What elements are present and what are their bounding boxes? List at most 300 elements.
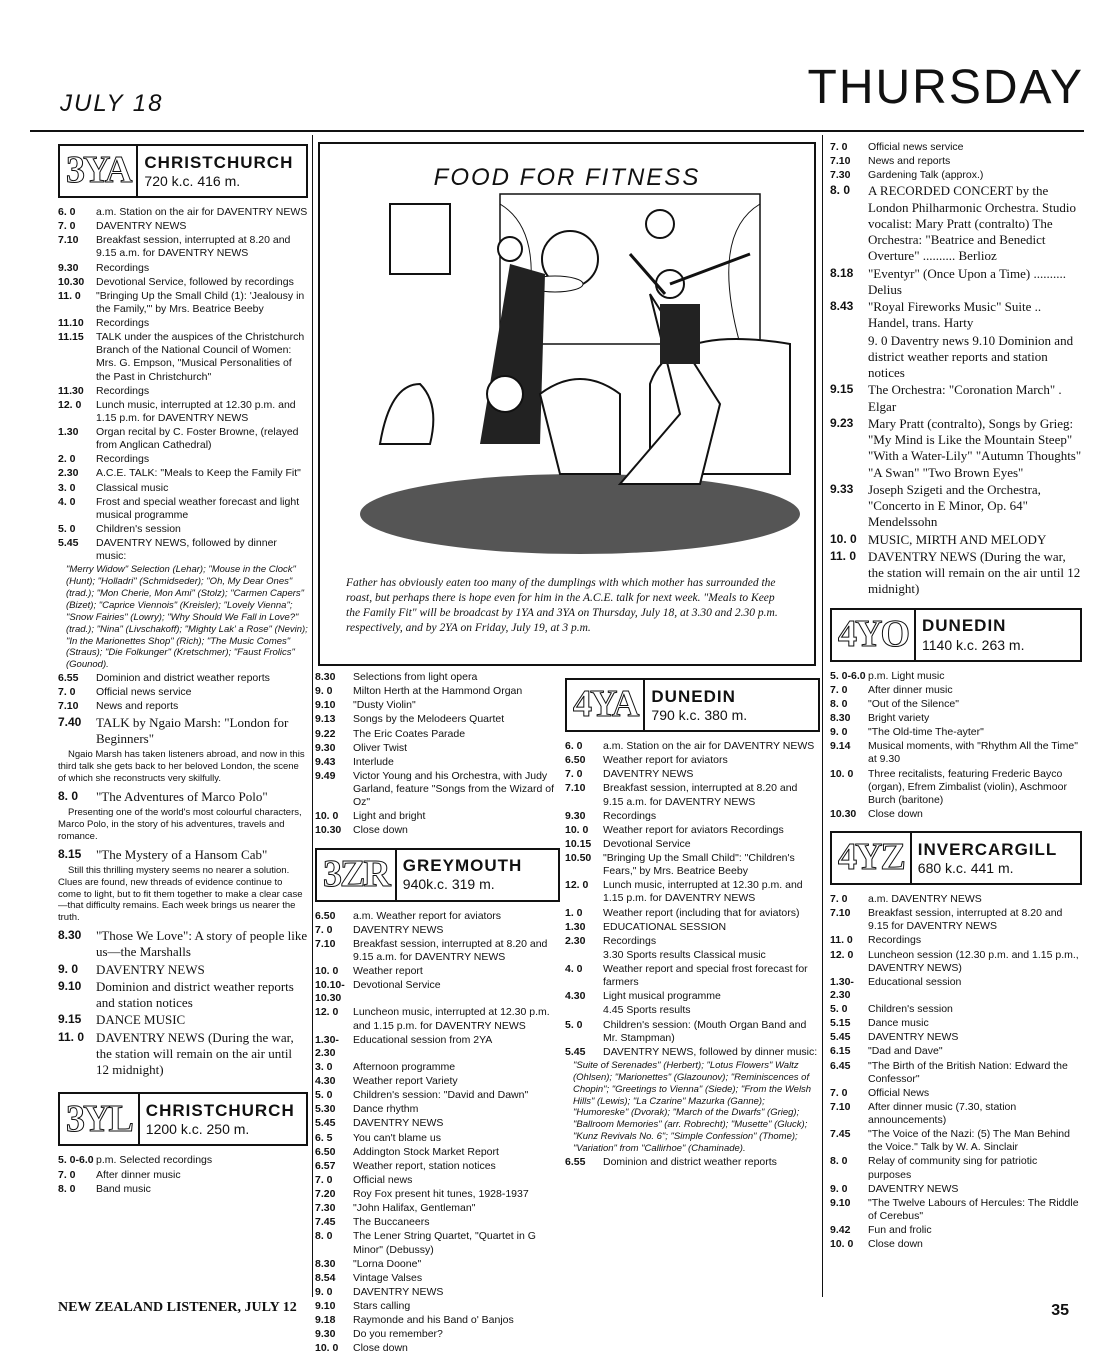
program-title: "Royal Fireworks Music" Suite .. Handel, trans. Harty (868, 299, 1042, 331)
program-title: Children's session: (Mouth Organ Band and Mr. Stampman) (603, 1018, 807, 1044)
program-title: DAVENTRY NEWS (868, 1031, 959, 1044)
program-time: 9.23 (830, 415, 854, 430)
program-title: Dance rhythm (353, 1103, 419, 1116)
program-entry (830, 299, 1082, 332)
program-title: DAVENTRY NEWS, followed by dinner music: (96, 537, 277, 563)
program-time: 8.54 (315, 1271, 336, 1284)
program-title: "Those We Love": A story of people like us—the Marshalls (96, 928, 308, 960)
program-entry (58, 1154, 308, 1167)
program-title: A RECORDED CONCERT by the London Philharmonic Orchestra. Studio vocalist: Mary Pratt (contralto) The Orchestra: "Beatrice and Benedict Overture" .......... Berlioz (868, 183, 1076, 264)
program-title: Organ recital by C. Foster Browne, (relayed from Anglican Cathedral) (96, 426, 299, 452)
program-entry (830, 1101, 1082, 1127)
program-title: Close down (353, 824, 408, 837)
program-entry (58, 453, 308, 466)
footer-publication: NEW ZEALAND LISTENER, JULY 12 (58, 1300, 297, 1315)
program-title: "The Old-time The-ayter" (868, 726, 984, 739)
program-title: p.m. Light music (868, 669, 945, 682)
column-divider (312, 135, 313, 1297)
program-list (565, 1156, 820, 1169)
program-title: The Orchestra: "Coronation March" . Elgar (868, 382, 1062, 414)
program-title: DAVENTRY NEWS (During the war, the station will remain on the air until 12 midnight) (96, 1029, 294, 1078)
program-time: 8.30 (315, 1257, 336, 1270)
station-header-3yl (58, 1092, 308, 1146)
program-time: 7.40 (58, 714, 82, 729)
program-title: DAVENTRY NEWS (353, 923, 444, 936)
program-title: DAVENTRY NEWS, followed by dinner music: (603, 1045, 818, 1058)
program-title: DAVENTRY NEWS (353, 1285, 444, 1298)
program-entry (315, 979, 560, 1005)
cartoon-drawing (320, 144, 814, 564)
program-time: 10. 0 (315, 810, 339, 823)
station-logo: 4YA (567, 680, 645, 730)
program-title: Recordings (868, 934, 922, 947)
program-time: 7.30 (315, 1202, 336, 1215)
program-time: 9.15 (830, 382, 854, 397)
program-title: a.m. Station on the air for DAVENTRY NEWS (96, 206, 308, 218)
program-blurb: Ngaio Marsh has taken listeners abroad, and now in this third talk she gets back to her beloved London, the scene of which she reconstructs very skilfully. (58, 749, 305, 784)
program-title: Dance music (868, 1017, 929, 1030)
program-time: 9.15 (58, 1012, 82, 1027)
program-entry (565, 740, 820, 753)
program-time: 5. 0 (830, 1003, 848, 1015)
program-title: Devotional Service, followed by recordings (96, 275, 294, 288)
program-time: 10.10-10.30 (315, 979, 345, 1005)
program-title: a.m. Station on the air for DAVENTRY NEWS (603, 740, 815, 752)
program-time: 1. 0 (565, 906, 583, 919)
program-title: Devotional Service (603, 837, 691, 850)
station-frequency: 680 k.c. 441 m. (917, 859, 1014, 876)
program-list (315, 910, 560, 1356)
program-title: Band music (96, 1182, 151, 1195)
station-name: CHRISTCHURCH (145, 1101, 295, 1120)
program-entry (58, 206, 308, 219)
program-title: Children's session: "David and Dawn" (353, 1089, 529, 1102)
program-entry (830, 1238, 1082, 1251)
program-title: p.m. Selected recordings (96, 1154, 213, 1167)
program-entry (565, 852, 820, 878)
program-title: a.m. DAVENTRY NEWS (868, 893, 982, 905)
program-time: 7. 0 (58, 220, 76, 233)
program-title: Lunch music, interrupted at 12.30 p.m. and 1.15 p.m. for DAVENTRY NEWS (603, 879, 803, 905)
program-title: Fun and frolic (868, 1224, 932, 1236)
program-title: Frost and special weather forecast and light musical programme (96, 495, 300, 521)
program-time: 5.45 (58, 537, 79, 549)
program-title: 4.45 Sports results (603, 1004, 691, 1017)
program-time: 10. 0 (830, 1238, 854, 1251)
program-time: 3. 0 (315, 1060, 333, 1073)
program-title: The Lener String Quartet, "Quartet in G Minor" (Debussy) (353, 1230, 536, 1256)
program-entry (830, 1017, 1082, 1030)
program-entry (315, 756, 560, 769)
program-entry (58, 789, 308, 805)
program-list (315, 671, 560, 838)
program-entry (315, 1132, 560, 1145)
program-title: Educational session from 2YA (353, 1033, 493, 1046)
program-title: Lunch music, interrupted at 12.30 p.m. and 1.15 p.m. for DAVENTRY NEWS (96, 398, 296, 424)
program-title: "Bringing Up the Small Child (1): 'Jealousy in the Family,'" by Mrs. Beatrice Beeby (96, 289, 305, 315)
program-title: Do you remember? (353, 1328, 443, 1341)
program-entry (315, 1272, 560, 1285)
header-rule (30, 130, 1084, 132)
dinner-music-list: "Suite of Serenades" (Herbert); "Lotus Flowers" Waltz (Ohlsen); "Marionettes" (Glazounov); "Reminiscences of Chopin"; "Greetings to Vienna" (Siede); "From the Welsh Hills" (Lewis); "La Czarine" Mazurka (Ganne); "Humoreske" (Dvorak); "March of the Dwarfs" (Grieg); "Ballroom Memories" (arr. Robrecht); "Musette" (Gluck); "Kunz Revivals No. 6"; "Simple Confession" (Thome); "Variation" from "Callirhoe" (Chaminade). (573, 1059, 812, 1154)
program-entry (58, 496, 308, 522)
program-time: 1.30-2.30 (830, 975, 854, 1001)
program-title: DAVENTRY NEWS (868, 1182, 959, 1195)
program-entry (565, 1156, 820, 1169)
station-logo: 3YL (60, 1094, 140, 1144)
program-entry (58, 262, 308, 275)
program-entry (565, 782, 820, 808)
program-time: 7. 0 (830, 683, 848, 696)
program-entry (830, 482, 1082, 531)
program-time: 12. 0 (315, 1006, 339, 1019)
station-logo: 3YA (60, 146, 138, 196)
program-title: Songs by the Melodeers Quartet (353, 713, 505, 726)
program-title: Children's session (868, 1003, 953, 1015)
program-entry (58, 276, 308, 289)
program-entry (565, 1046, 820, 1059)
program-title: Weather report for aviators (603, 754, 728, 767)
program-title: Afternoon programme (353, 1060, 456, 1073)
program-title: Official news service (96, 686, 192, 699)
program-time: 6.50 (315, 1145, 336, 1158)
program-title: Oliver Twist (353, 741, 408, 754)
program-entry (830, 684, 1082, 697)
cartoon-illustration (318, 142, 816, 666)
program-time: 6.45 (830, 1059, 851, 1072)
program-time: 7.45 (315, 1216, 336, 1229)
program-entry (315, 965, 560, 978)
program-title: News and reports (96, 700, 179, 713)
program-list (830, 670, 1082, 821)
program-time: 8.43 (830, 299, 854, 314)
program-entry (565, 1019, 820, 1045)
program-entry (565, 1004, 820, 1017)
program-entry (58, 672, 308, 685)
program-entry (830, 155, 1082, 168)
program-title: Weather report and special frost forecast for farmers (603, 963, 808, 989)
station-logo: 4YZ (832, 833, 912, 883)
program-entry (315, 1146, 560, 1159)
station-name: DUNEDIN (922, 616, 1007, 636)
program-title: Dominion and district weather reports (603, 1155, 777, 1168)
program-entry (315, 938, 560, 964)
program-title: Devotional Service (353, 979, 441, 992)
program-title: Roy Fox present hit tunes, 1928-1937 (353, 1188, 529, 1200)
program-title: Vintage Valses (353, 1271, 423, 1284)
station-logo: 3ZR (317, 850, 397, 900)
program-entry (58, 220, 308, 233)
program-time: 11. 0 (58, 1029, 85, 1044)
program-entry (58, 467, 308, 480)
program-list (830, 893, 1082, 1251)
program-entry (830, 1060, 1082, 1086)
program-time: 9.10 (58, 978, 82, 993)
program-title: Raymonde and his Band o' Banjos (353, 1314, 514, 1327)
station-name: CHRISTCHURCH (144, 152, 294, 172)
program-time: 9. 0 (830, 726, 848, 739)
program-title: Recordings (96, 317, 150, 329)
program-time: 7. 0 (58, 1168, 76, 1181)
program-entry (830, 141, 1082, 154)
program-time: 7. 0 (830, 893, 848, 905)
program-entry (58, 686, 308, 699)
program-title: Recordings (603, 934, 657, 947)
program-entry (830, 768, 1082, 807)
program-time: 7.10 (830, 155, 851, 168)
program-entry (58, 317, 308, 330)
program-entry (830, 907, 1082, 933)
program-time: 10.30 (58, 275, 85, 288)
program-time: 10. 0 (830, 531, 857, 546)
program-time: 8. 0 (58, 1182, 76, 1195)
program-entry (565, 990, 820, 1003)
program-time: 5.45 (830, 1031, 851, 1044)
program-time: 9.30 (58, 261, 79, 274)
program-time: 8.15 (58, 846, 82, 861)
program-time: 12. 0 (58, 398, 82, 411)
program-title: Musical moments, with "Rhythm All the Time" at 9.30 (868, 740, 1078, 766)
program-entry (830, 1087, 1082, 1100)
program-entry (315, 742, 560, 755)
program-time: 7.10 (58, 700, 79, 713)
station-frequency: 1200 k.c. 250 m. (145, 1121, 250, 1138)
program-entry (565, 754, 820, 767)
program-time: 8.30 (315, 671, 336, 683)
program-title: Close down (868, 807, 923, 820)
program-title: Luncheon session (12.30 p.m. and 1.15 p.m., DAVENTRY NEWS) (868, 948, 1079, 974)
program-title: The Eric Coates Parade (353, 727, 466, 740)
program-entry (315, 1075, 560, 1088)
program-title: "Eventyr" (Once Upon a Time) .......... Delius (868, 265, 1067, 297)
program-entry (565, 921, 820, 934)
program-blurb: Still this thrilling mystery seems no nearer a solution. Clues are found, new threads of evidence continue to come to light, but to fit them together to make a clear case—that difficulty remains. Each week brings us nearer the truth. (58, 864, 303, 924)
dinner-music-list: "Merry Widow" Selection (Lehar); "Mouse in the Clock" (Hunt); "Holladri" (Schmidseder); "Oh, My Dear Ones" (trad.); "Mon Cherie, Mon Ami" (Stolz); "Carmen Capers" (Bizet); "Caprice Viennois" (Kreisler); "Lovely Vienna"; "Snow Fairies" (Lowry); "Why Should We Fall in Love?" (trad.); "Nina" (Livschakoff); "Mighty Lak' a Rose" (Nevin); "In the Marionettes Shop" (Rich); "The Music Comes" (Straus); "Die Folkunger" (Kretschmer); "Faust Frolics" (Gounod). (66, 564, 308, 671)
program-time: 4.30 (565, 990, 586, 1003)
program-time: 11. 0 (830, 934, 853, 947)
program-entry (565, 963, 820, 989)
program-entry (830, 416, 1082, 481)
program-time: 6. 0 (565, 740, 583, 752)
station-logo: 4YO (832, 610, 916, 660)
program-entry (315, 728, 560, 741)
program-entry (830, 726, 1082, 739)
program-title: "The Mystery of a Hansom Cab" (96, 846, 268, 862)
column-3zr (315, 670, 560, 1357)
program-time: 8.30 (58, 928, 82, 943)
program-time: 12. 0 (565, 879, 589, 892)
program-time: 9.14 (830, 740, 851, 753)
program-entry (830, 893, 1082, 906)
program-entry (315, 1174, 560, 1187)
program-time: 7. 0 (830, 141, 848, 153)
station-name: DUNEDIN (651, 686, 736, 706)
program-title: a.m. Weather report for aviators (353, 909, 502, 922)
program-title: After dinner music (868, 683, 953, 696)
program-entry (315, 810, 560, 823)
program-time: 11. 0 (830, 548, 857, 563)
program-entry (830, 169, 1082, 182)
program-time: 1.30 (58, 426, 79, 438)
program-time: 6.57 (315, 1159, 336, 1172)
program-entry (565, 824, 820, 837)
program-time: 9.49 (315, 769, 336, 782)
program-time: 8. 0 (830, 697, 848, 710)
program-title: 3.30 Sports results Classical music (603, 948, 766, 961)
program-time: 7.10 (565, 782, 586, 795)
program-entry (830, 1031, 1082, 1044)
column-4ya (565, 678, 820, 1170)
program-time: 6.50 (565, 754, 586, 767)
program-entry (565, 935, 820, 948)
station-frequency: 720 k.c. 416 m. (144, 172, 241, 189)
program-time: 11.15 (58, 331, 84, 344)
program-list (58, 206, 308, 563)
program-entry (58, 1012, 308, 1028)
program-list (58, 1154, 308, 1195)
program-title: Breakfast session, interrupted at 8.20 and 9.15 a.m. for DAVENTRY NEWS (353, 937, 548, 963)
program-title: Three recitalists, featuring Frederic Bayco (organ), Efrem Zimbalist (violin), Aschmoor Burch (baritone) (868, 767, 1067, 806)
program-time: 5. 0 (565, 1018, 583, 1031)
program-time: 6.55 (565, 1155, 586, 1168)
program-time: 2. 0 (58, 453, 76, 466)
program-time: 4.30 (315, 1075, 336, 1087)
program-entry (830, 712, 1082, 725)
program-time: 7.10 (830, 907, 851, 920)
program-title: "Dad and Dave" (868, 1045, 943, 1058)
program-time: 9.30 (315, 1328, 336, 1341)
program-time: 7.20 (315, 1188, 336, 1200)
program-entry (315, 924, 560, 937)
program-title: DAVENTRY NEWS (353, 1117, 444, 1130)
program-time: 7. 0 (58, 686, 76, 699)
program-title: "Bringing Up the Small Child": "Children's Fears," by Mrs. Beatrice Beeby (603, 852, 795, 878)
program-time: 7.45 (830, 1128, 851, 1141)
program-title: Recordings (96, 261, 150, 274)
program-entry (315, 699, 560, 712)
program-time: 7. 0 (315, 923, 333, 936)
program-title: Recordings (96, 453, 150, 466)
program-entry (315, 1103, 560, 1116)
program-entry (58, 979, 308, 1012)
program-time: 8.30 (830, 712, 851, 724)
program-title: Gardening Talk (approx.) (868, 169, 984, 182)
program-title: Luncheon music, interrupted at 12.30 p.m. and 1.15 p.m. for DAVENTRY NEWS (353, 1006, 550, 1032)
program-entry (58, 523, 308, 536)
program-time: 9.42 (830, 1224, 851, 1236)
program-time: 11.30 (58, 384, 84, 397)
program-time: 2.30 (58, 467, 79, 480)
program-entry (830, 698, 1082, 711)
program-entry (830, 549, 1082, 598)
program-time: 9.10 (315, 1300, 336, 1312)
program-entry (58, 290, 308, 316)
program-time: 10. 0 (315, 1342, 339, 1355)
program-title: DAVENTRY NEWS (During the war, the station will remain on the air until 12 midnight) (868, 548, 1081, 597)
program-title: Educational session (868, 975, 962, 988)
program-time: 7.10 (830, 1100, 851, 1113)
program-entry (58, 928, 308, 961)
program-time: 7.10 (58, 234, 79, 247)
program-title: Stars calling (353, 1300, 411, 1312)
program-blurb: Presenting one of the world's most colourful characters, Marco Polo, in the story of his adventures, travels and romance. (58, 806, 302, 842)
program-title: Victor Young and his Orchestra, with Judy Garland, feature "Songs from the Wizard of Oz" (353, 769, 554, 809)
program-time: 9.18 (315, 1314, 336, 1327)
program-entry (565, 907, 820, 920)
program-entry (830, 266, 1082, 299)
program-time: 10.30 (315, 824, 342, 837)
program-time: 10. 0 (565, 823, 589, 836)
program-time: 1.30 (565, 920, 586, 933)
program-entry (830, 1003, 1082, 1016)
program-title: Children's session (96, 522, 181, 535)
program-title: "The Adventures of Marco Polo" (96, 788, 268, 804)
program-title: "Lorna Doone" (353, 1257, 422, 1270)
program-title: Relay of community sing for patriotic purposes (868, 1155, 1038, 1181)
program-entry (315, 1314, 560, 1327)
program-entry (830, 1128, 1082, 1154)
program-title: Joseph Szigeti and the Orchestra, "Concerto in E Minor, Op. 64" Mendelssohn (868, 481, 1041, 530)
program-time: 9.22 (315, 727, 336, 740)
program-time: 10. 0 (830, 767, 854, 780)
column-3ya (58, 140, 308, 1197)
program-entry (315, 1034, 560, 1060)
program-entry (315, 1089, 560, 1102)
program-title: Weather report Variety (353, 1075, 458, 1087)
program-title: Close down (868, 1238, 923, 1251)
station-header-4ya (565, 678, 820, 732)
program-time: 5.30 (315, 1103, 336, 1116)
program-time: 6. 5 (315, 1131, 333, 1144)
station-frequency: 790 k.c. 380 m. (651, 706, 748, 723)
program-time: 5. 0 (58, 522, 76, 535)
program-time: 11. 0 (58, 289, 81, 302)
program-time: 11.10 (58, 317, 84, 329)
program-entry (315, 713, 560, 726)
program-entry (58, 426, 308, 452)
program-time: 9.30 (565, 809, 586, 822)
program-entry (315, 1117, 560, 1130)
program-entry (830, 532, 1082, 548)
program-time: 6. 0 (58, 206, 76, 218)
program-entry (830, 949, 1082, 975)
program-time: 9.13 (315, 713, 336, 726)
program-time: 2.30 (565, 934, 586, 947)
program-title: Official news (353, 1173, 413, 1186)
program-entry (315, 1286, 560, 1299)
program-time: 9. 0 (830, 1182, 848, 1195)
program-entry (58, 700, 308, 713)
program-time: 8. 0 (830, 183, 851, 198)
program-title: After dinner music (96, 1168, 181, 1181)
program-entry (315, 1188, 560, 1201)
illustration-title: FOOD FOR FITNESS (433, 164, 701, 191)
program-title: Recordings (603, 809, 657, 822)
program-title: "Dusty Violin" (353, 699, 416, 712)
program-title: Weather report (353, 965, 423, 977)
program-entry (315, 1328, 560, 1341)
program-title: "The Birth of the British Nation: Edward the Confessor" (868, 1059, 1068, 1085)
program-entry (315, 1216, 560, 1229)
program-title: TALK by Ngaio Marsh: "London for Beginners" (96, 714, 289, 746)
station-header-3ya (58, 144, 308, 198)
program-title: Dominion and district weather reports (96, 672, 270, 685)
station-header-4yo (830, 608, 1082, 662)
program-entry (58, 482, 308, 495)
program-time: 6.55 (58, 672, 79, 685)
program-title: Official news service (868, 141, 964, 153)
program-entry (830, 1045, 1082, 1058)
